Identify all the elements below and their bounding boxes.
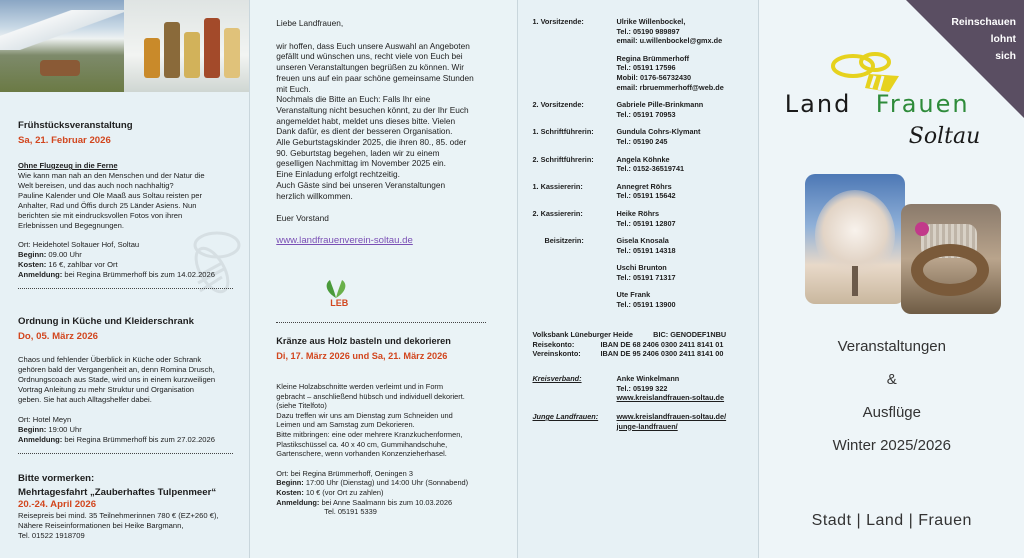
desc-line: Plastikschüssel ca. 40 x 40 cm, Gummihandschuhe,	[276, 439, 448, 449]
website-link[interactable]: www.landfrauenverein-soltau.de	[276, 234, 413, 246]
board-member	[532, 155, 752, 174]
letter-line: Veranstaltung nicht besuchen könnt, zu der Ihr Euch	[276, 104, 469, 115]
desc-line: Gartenschere, wenn vorhanden Konzenzieherhasel.	[276, 449, 447, 459]
event-start: Beginn: 17:00 Uhr (Dienstag) und 14:00 Uhr (Sonnabend)	[276, 478, 469, 488]
young-farmwomen	[532, 412, 752, 431]
event-location: Ort: bei Regina Brümmerhoff, Oeningen 3	[276, 468, 413, 478]
event-registration: Anmeldung: bei Anne Saalmann bis zum 10.03.2026	[276, 497, 453, 507]
desc-line: Pauline Kalender und Ole Maaß aus Soltau reisten per	[18, 191, 203, 200]
event-title: Mehrtagesfahrt „Zauberhaftes Tulpenmeer“	[18, 487, 217, 498]
bank-details	[532, 330, 752, 359]
member-info: Gabriele Pille-Brinkmann Tel.: 05191 70953	[616, 100, 704, 119]
desc-line: Chaos und fehlender Überblick in Küche oder Schrank	[18, 355, 202, 364]
letter-line: Auch Gäste sind bei unseren Veranstaltungen	[276, 179, 446, 190]
role-label	[532, 263, 616, 282]
letter-line: Dank dafür, es dient der besseren Organisation.	[276, 126, 453, 137]
letter-line: geselligen Nachmittag im November 2025 ein.	[276, 158, 446, 169]
divider	[18, 288, 233, 289]
role-label: Beisitzerin:	[544, 236, 584, 246]
desc-line: Bitte mitbringen: eine oder mehrere Kranzkuchenformen,	[276, 429, 463, 439]
board-member	[532, 236, 752, 255]
desc-line: Wie kann man nah an den Menschen und der Natur die	[18, 171, 205, 180]
leb-text: LEB	[330, 298, 349, 308]
letter-line: angemeldet habt, meldet uns dieses bitte. Vielen	[276, 115, 456, 126]
board-list	[532, 17, 752, 310]
board-member	[532, 209, 752, 228]
young-label: Junge Landfrauen:	[532, 412, 599, 421]
letter-greeting: Liebe Landfrauen,	[276, 18, 344, 28]
letter-line: wir hoffen, dass Euch unsere Auswahl an Angeboten	[276, 40, 470, 51]
letter-line: freuen uns auf ein paar schöne gemeinsame Stunden	[276, 72, 474, 83]
event-start: Beginn: 19:00 Uhr	[18, 425, 82, 434]
desc-line: Leimen und am Samstag zum Dekorieren.	[276, 420, 415, 430]
logo-frauen: Frauen	[875, 90, 970, 118]
board-column	[518, 0, 757, 558]
cover-title-season: Winter 2025/2026	[832, 437, 951, 454]
desc-line: Vortrag Anleitung zu mehr Struktur und Organisation	[18, 385, 195, 394]
desc-line: Ordnungscoach aus Stade, wird uns in einem kurzweiligen	[18, 375, 216, 384]
event-kitchen-order	[18, 316, 240, 454]
event-description	[18, 171, 240, 231]
role-label: 2. Schriftführerin:	[532, 154, 594, 164]
member-info: Regina Brümmerhoff Tel.: 05191 17596 Mobil: 0176-56732430 email: rbruemmerhoff@web.de	[616, 53, 724, 92]
club-account: Vereinskonto: IBAN DE 95 2406 0300 2411 8141 00	[532, 349, 724, 359]
event-description	[18, 355, 240, 405]
event-title: Ordnung in Küche und Kleiderschrank	[18, 316, 194, 327]
letter-line: unseren Veranstaltungen begrüßen zu können. Wir	[276, 62, 464, 73]
young-link-cont[interactable]: junge-landfrauen/	[616, 421, 678, 431]
board-member	[532, 100, 752, 119]
member-info: Uschi Brunton Tel.: 05191 71317	[616, 263, 676, 282]
bank-name: Volksbank Lüneburger Heide BIC: GENODEF1NBU	[532, 330, 727, 339]
member-info: Gisela Knosala Tel.: 05191 14318	[616, 236, 676, 255]
desc-line: gehören bald der Vergangenheit an, denn Romina Drusch,	[18, 365, 215, 374]
board-member	[532, 127, 752, 146]
event-tulip-trip	[18, 473, 240, 541]
logo-land: Land	[784, 90, 852, 118]
cover-title-amp: &	[886, 371, 897, 388]
event-date: Di, 17. März 2026 und Sa, 21. März 2026	[276, 351, 448, 361]
member-info: Ute Frank Tel.: 05191 13900	[616, 290, 676, 310]
event-wreaths	[276, 322, 486, 362]
board-member	[532, 54, 752, 92]
district-link[interactable]: www.kreislandfrauen-soltau.de	[616, 393, 725, 403]
event-cost: Kosten: 16 €, zahlbar vor Ort	[18, 260, 118, 269]
reminder-title: Bitte vormerken:	[18, 473, 95, 484]
board-member	[532, 263, 752, 282]
event-subtitle: Ohne Flugzeug in die Ferne	[18, 161, 118, 170]
role-label	[532, 54, 616, 92]
role-label	[532, 290, 616, 309]
trip-info: Nähere Reiseinformationen bei Heike Bargmann,	[18, 521, 184, 530]
letter-line: gefällt und wünschen uns, recht viele von Euch bei	[276, 51, 463, 62]
desc-line: (siehe Titelfoto)	[276, 401, 327, 411]
role-label: 1. Kassiererin:	[532, 181, 583, 191]
jars-photo	[124, 0, 250, 92]
member-info: Annegret Röhrs Tel.: 05191 15642	[616, 181, 676, 201]
mountain-photo	[0, 0, 124, 92]
board-member	[532, 17, 752, 46]
member-info: Angela Köhnke Tel.: 0152-36519741	[616, 154, 685, 174]
event-date: 20.-24. April 2026	[18, 499, 97, 510]
letter-line: 90. Geburtstag begehen, laden wir zu einem	[276, 147, 440, 158]
cover-column	[759, 0, 1024, 558]
yak-figure	[40, 60, 80, 76]
header-photos	[0, 0, 249, 92]
desc-line: gebracht – anschließend hübsch und individuell dekoriert.	[276, 391, 465, 401]
district-label: Kreisverband:	[532, 374, 582, 383]
desc-line: Kleine Holzabschnitte werden verleimt und in Form	[276, 382, 444, 391]
cover-title-trips: Ausflüge	[862, 404, 921, 421]
event-date: Do, 05. März 2026	[18, 331, 98, 342]
desc-line: Anhalter, Rad und Öffis durch 25 Länder Asiens. Nun	[18, 201, 197, 210]
wreath-photo	[901, 204, 1001, 314]
trip-price: Reisepreis bei mind. 35 Teilnehmerinnen 780 € (EZ+260 €),	[18, 511, 219, 520]
desc-line: geben. Sie hat auch Alltagshelfer dabei.	[18, 395, 152, 404]
desc-line: Welt bereisen, und das auch noch nachhaltig?	[18, 181, 174, 190]
young-links	[616, 412, 752, 431]
events-column-left	[0, 0, 249, 558]
board-member	[532, 290, 752, 309]
member-info: Ulrike Willenbockel, Tel.: 05190 989897 email: u.willenbockel@gmx.de	[616, 17, 723, 46]
event-title: Kränze aus Holz basteln und dekorieren	[276, 336, 451, 346]
event-wreaths-details	[276, 382, 500, 517]
trip-phone: Tel. 01522 1918709	[18, 531, 85, 540]
event-location: Ort: Hotel Meyn	[18, 415, 72, 424]
event-location: Ort: Heidehotel Soltauer Hof, Soltau	[18, 240, 140, 249]
district-info: Anke Winkelmann Tel.: 05199 322 www.kreislandfrauen-soltau.de	[616, 374, 752, 403]
winter-tree-photo	[805, 174, 905, 304]
event-cost: Kosten: 10 € (vor Ort zu zahlen)	[276, 487, 384, 497]
role-label: 1. Vorsitzende:	[532, 17, 584, 26]
logo-soltau: Soltau	[908, 124, 981, 149]
event-phone: Tel. 05191 5339	[324, 507, 377, 517]
desc-line: Dazu treffen wir uns am Dienstag zum Schneiden und	[276, 410, 453, 420]
letter-line: Eine Einladung erfolgt rechtzeitig.	[276, 169, 400, 180]
letter-body	[276, 41, 500, 202]
letter-line: herzlich willkommen.	[276, 190, 353, 201]
event-start: Beginn: 09.00 Uhr	[18, 250, 82, 259]
cover-title-events: Veranstaltungen	[837, 338, 946, 355]
member-info: Gundula Cohrs-Klymant Tel.: 05190 245	[616, 127, 701, 146]
event-breakfast	[18, 120, 240, 289]
corner-banner-text: Reinschauen lohnt sich	[951, 17, 1016, 62]
event-registration: Anmeldung: bei Regina Brümmerhoff bis zum 14.02.2026	[18, 270, 215, 279]
travel-account: Reisekonto: IBAN DE 68 2406 0300 2411 8141 01	[532, 339, 724, 349]
leaf-icon	[316, 278, 356, 300]
event-registration: Anmeldung: bei Regina Brümmerhoff bis zum 27.02.2026	[18, 435, 215, 444]
event-title: Frühstücksveranstaltung	[18, 120, 133, 131]
desc-line: Erlebnissen und Begegnungen.	[18, 221, 124, 230]
role-label: 2. Vorsitzende:	[532, 100, 584, 110]
divider	[18, 453, 233, 454]
letter-line: Nochmals die Bitte an Euch: Falls Ihr eine	[276, 94, 431, 105]
event-description	[276, 382, 500, 459]
letter-line: mit Euch.	[276, 83, 311, 94]
young-link[interactable]: www.kreislandfrauen-soltau.de/	[616, 412, 727, 421]
leb-logo	[316, 278, 356, 312]
letter-column	[250, 0, 517, 558]
desc-line: berichten sie mit eindrucksvollen Fotos von ihren	[18, 211, 183, 220]
letter-line: Alle Geburtstagskinder 2025, die ihren 80., 85. oder	[276, 137, 467, 148]
welcome-letter	[276, 18, 500, 247]
letter-signoff: Euer Vorstand	[276, 213, 329, 224]
district-association	[532, 374, 752, 403]
member-info: Heike Röhrs Tel.: 05191 12807	[616, 208, 676, 228]
role-label: 2. Kassiererin:	[532, 208, 583, 218]
event-date: Sa, 21. Februar 2026	[18, 135, 111, 146]
board-member	[532, 182, 752, 201]
role-label: 1. Schriftführerin:	[532, 127, 594, 137]
cover-tagline: Stadt | Land | Frauen	[811, 512, 972, 529]
